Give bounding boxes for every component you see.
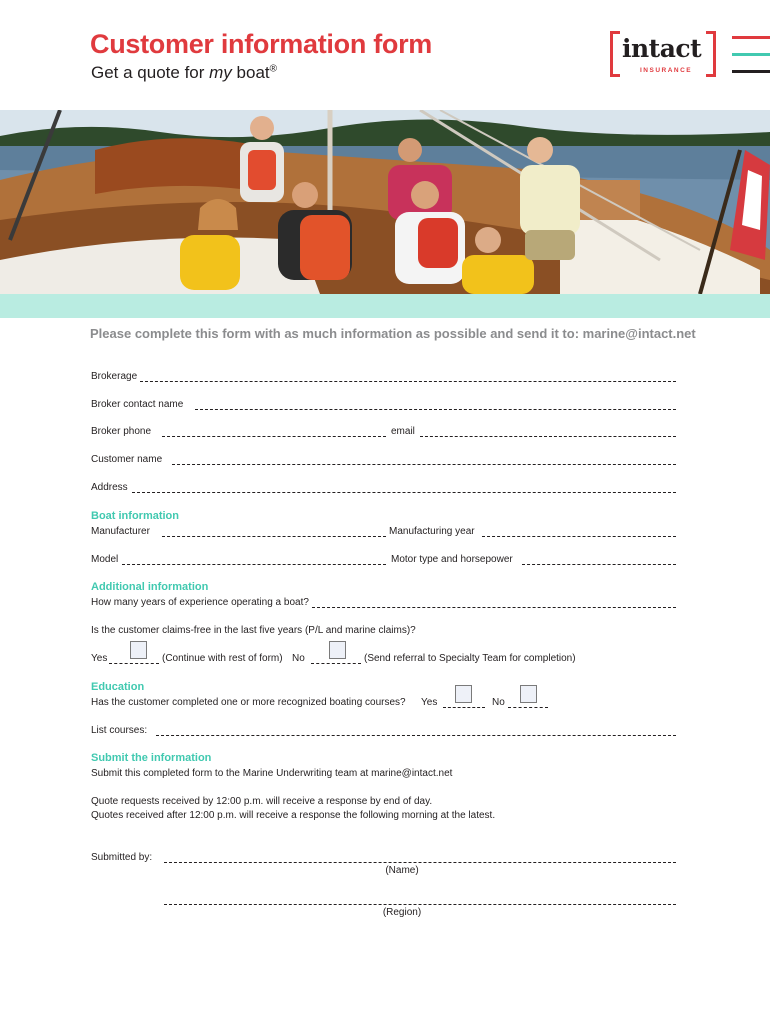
claims-yes-note: (Continue with rest of form) — [162, 653, 283, 664]
courses-yes-checkbox[interactable] — [455, 685, 472, 703]
submitter-name-field[interactable] — [164, 862, 676, 863]
list-courses-label: List courses: — [91, 725, 148, 736]
broker-contact-label: Broker contact name — [91, 399, 184, 410]
courses-question: Has the customer completed one or more recognized boating courses? — [91, 697, 406, 708]
claims-yes-checkbox[interactable] — [130, 641, 147, 659]
courses-yes-line — [443, 707, 485, 708]
model-label: Model — [91, 554, 119, 565]
model-field[interactable] — [122, 564, 386, 565]
claims-yes-label: Yes — [91, 653, 108, 664]
claims-no-label: No — [292, 653, 305, 664]
subtitle-text-end: boat — [231, 63, 270, 82]
instruction-text: Please complete this form with as much information as possible and send it to: marine@intact.net — [90, 326, 696, 341]
claims-question: Is the customer claims-free in the last five years (P/L and marine claims)? — [91, 625, 416, 636]
courses-no-line — [508, 707, 548, 708]
customer-name-field[interactable] — [172, 464, 676, 465]
boat-info-heading: Boat information — [91, 510, 179, 522]
broker-contact-field[interactable] — [195, 409, 676, 410]
address-label: Address — [91, 482, 128, 493]
courses-no-checkbox[interactable] — [520, 685, 537, 703]
address-field[interactable] — [132, 492, 676, 493]
decor-line-red — [732, 36, 770, 39]
motor-label: Motor type and horsepower — [391, 554, 513, 565]
registered-mark: ® — [269, 63, 277, 75]
name-caption: (Name) — [385, 865, 419, 876]
courses-no-label: No — [492, 697, 505, 708]
manufacturing-year-field[interactable] — [482, 536, 676, 537]
logo-subtext: INSURANCE — [640, 67, 693, 74]
customer-name-label: Customer name — [91, 454, 163, 465]
decor-line-teal — [732, 53, 770, 56]
claims-no-line — [311, 663, 361, 664]
broker-phone-label: Broker phone — [91, 426, 152, 437]
submitter-region-field[interactable] — [164, 904, 676, 905]
form-title: Customer information form — [90, 29, 433, 59]
subtitle-emphasis: my — [209, 63, 232, 82]
submitted-by-label: Submitted by: — [91, 852, 153, 863]
additional-info-heading: Additional information — [91, 581, 209, 593]
region-caption: (Region) — [382, 907, 422, 918]
brokerage-field[interactable] — [140, 381, 676, 382]
motor-field[interactable] — [522, 564, 676, 565]
manufacturer-field[interactable] — [162, 536, 386, 537]
submit-heading: Submit the information — [91, 752, 212, 764]
quote-timing-line-1: Quote requests received by 12:00 p.m. will receive a response by end of day. — [91, 796, 433, 807]
submit-instruction: Submit this completed form to the Marine Underwriting team at marine@intact.net — [91, 768, 453, 779]
broker-phone-field[interactable] — [162, 436, 386, 437]
education-heading: Education — [91, 681, 145, 693]
decor-line-black — [732, 70, 770, 73]
intact-insurance-logo — [610, 31, 716, 79]
email-field[interactable] — [420, 436, 676, 437]
form-subtitle — [91, 63, 277, 83]
claims-no-note: (Send referral to Specialty Team for completion) — [364, 653, 576, 664]
claims-no-checkbox[interactable] — [329, 641, 346, 659]
teal-divider-band — [0, 294, 770, 318]
claims-yes-line — [109, 663, 159, 664]
logo-left-bracket — [610, 31, 620, 77]
email-label: email — [391, 426, 415, 437]
subtitle-text: Get a quote for — [91, 63, 210, 82]
logo-wordmark: intact — [622, 34, 702, 63]
experience-field[interactable] — [312, 607, 676, 608]
courses-yes-label: Yes — [421, 697, 438, 708]
list-courses-field[interactable] — [156, 735, 676, 736]
quote-timing-line-2: Quotes received after 12:00 p.m. will receive a response the following morning at the latest. — [91, 810, 496, 821]
header-photo-sailboat-crew — [0, 110, 770, 294]
manufacturer-label: Manufacturer — [91, 526, 150, 537]
brokerage-label: Brokerage — [91, 371, 138, 382]
manufacturing-year-label: Manufacturing year — [389, 526, 475, 537]
experience-label: How many years of experience operating a boat? — [91, 597, 309, 608]
logo-right-bracket — [706, 31, 716, 77]
